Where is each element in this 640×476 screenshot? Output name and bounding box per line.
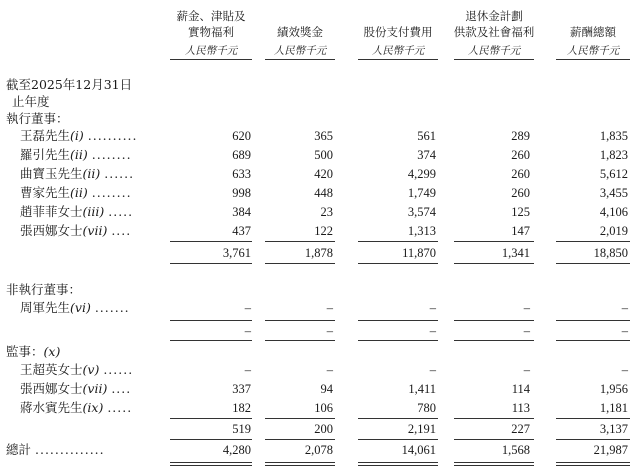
header-rule bbox=[170, 59, 252, 60]
value-cell: 3,761 bbox=[222, 246, 251, 260]
value-cell: – bbox=[326, 324, 333, 338]
person-label bbox=[20, 127, 138, 145]
value-cell: 1,568 bbox=[501, 443, 530, 457]
subtotal-bottom-rule bbox=[170, 263, 252, 264]
value-cell: 1,341 bbox=[501, 246, 530, 260]
person-name: 王超英女士 bbox=[20, 362, 83, 377]
value-cell: 227 bbox=[511, 422, 530, 436]
person-note: (iii) bbox=[82, 204, 105, 219]
value-cell: 689 bbox=[232, 148, 251, 162]
subtotal-rule bbox=[454, 241, 534, 242]
section-title-text: 監事： bbox=[6, 344, 44, 359]
total-double-rule-bottom bbox=[170, 465, 252, 466]
col-header-unit: 人民幣千元 bbox=[371, 45, 425, 57]
subtotal-rule bbox=[358, 418, 438, 419]
value-cell: 561 bbox=[417, 129, 436, 143]
person-note: (v) bbox=[82, 362, 100, 377]
total-double-rule-top bbox=[454, 462, 534, 463]
person-label bbox=[20, 165, 134, 183]
person-label bbox=[20, 222, 131, 240]
value-cell: – bbox=[244, 301, 251, 315]
person-name: 蔣水賓先生 bbox=[20, 400, 83, 415]
value-cell: 500 bbox=[314, 148, 333, 162]
leader-dots: ...... bbox=[103, 362, 134, 377]
subtotal-bottom-rule bbox=[454, 340, 534, 341]
section-title-non-executive: 非執行董事： bbox=[6, 282, 82, 297]
leader-dots: ........ bbox=[91, 185, 132, 200]
total-double-rule-bottom bbox=[265, 465, 335, 466]
value-cell: – bbox=[429, 324, 436, 338]
subtotal-rule bbox=[170, 320, 252, 321]
value-cell: 1,823 bbox=[599, 148, 628, 162]
subtotal-rule bbox=[265, 320, 335, 321]
value-cell: – bbox=[523, 363, 530, 377]
total-double-rule-bottom bbox=[454, 465, 534, 466]
col-header-line1: 薪金、津貼及 bbox=[176, 9, 246, 23]
value-cell: 4,106 bbox=[599, 205, 628, 219]
total-double-rule-bottom bbox=[358, 465, 438, 466]
col-header-line2: 股份支付費用 bbox=[363, 25, 433, 39]
person-name: 張西娜女士 bbox=[20, 223, 83, 238]
value-cell: 21,987 bbox=[593, 443, 628, 457]
value-cell: 23 bbox=[320, 205, 333, 219]
person-label bbox=[20, 184, 132, 202]
header-rule bbox=[556, 59, 630, 60]
subtotal-bottom-rule bbox=[170, 340, 252, 341]
subtotal-rule bbox=[556, 241, 630, 242]
total-label-text: 總計 bbox=[6, 442, 32, 457]
value-cell: 289 bbox=[511, 129, 530, 143]
total-label-dots: .............. bbox=[35, 442, 105, 457]
subtotal-rule bbox=[170, 418, 252, 419]
leader-dots: ........ bbox=[91, 147, 132, 162]
total-double-rule-top bbox=[265, 462, 335, 463]
value-cell: 18,850 bbox=[593, 246, 628, 260]
leader-dots: .... bbox=[111, 381, 132, 396]
total-double-rule-top bbox=[358, 462, 438, 463]
person-note: (vi) bbox=[70, 300, 91, 315]
value-cell: 384 bbox=[232, 205, 251, 219]
value-cell: 2,078 bbox=[304, 443, 333, 457]
value-cell: 1,181 bbox=[599, 401, 628, 415]
total-rule bbox=[265, 439, 335, 440]
value-cell: 14,061 bbox=[401, 443, 436, 457]
value-cell: 420 bbox=[314, 167, 333, 181]
col-header-total-remuneration bbox=[556, 24, 630, 59]
subtotal-rule bbox=[265, 418, 335, 419]
value-cell: 2,019 bbox=[599, 224, 628, 238]
value-cell: 125 bbox=[511, 205, 530, 219]
leader-dots: ...... bbox=[104, 166, 135, 181]
value-cell: 1,411 bbox=[408, 382, 436, 396]
person-name: 羅引先生 bbox=[20, 147, 71, 162]
value-cell: 998 bbox=[232, 186, 251, 200]
subtotal-rule bbox=[556, 418, 630, 419]
person-note: (ii) bbox=[82, 166, 101, 181]
person-label bbox=[20, 299, 130, 317]
value-cell: – bbox=[326, 363, 333, 377]
leader-dots: ..... bbox=[107, 400, 133, 415]
value-cell: 519 bbox=[232, 422, 251, 436]
header-rule bbox=[265, 59, 335, 60]
subtotal-bottom-rule bbox=[358, 263, 438, 264]
value-cell: 260 bbox=[511, 167, 530, 181]
value-cell: 11,870 bbox=[402, 246, 436, 260]
person-name: 張西娜女士 bbox=[20, 381, 83, 396]
value-cell: – bbox=[429, 301, 436, 315]
value-cell: 200 bbox=[314, 422, 333, 436]
subtotal-bottom-rule bbox=[265, 340, 335, 341]
leader-dots: ..... bbox=[108, 204, 134, 219]
subtotal-bottom-rule bbox=[556, 263, 630, 264]
total-rule bbox=[454, 439, 534, 440]
person-label bbox=[20, 146, 132, 164]
person-name: 周軍先生 bbox=[20, 300, 71, 315]
person-note: (i) bbox=[70, 128, 84, 143]
period-label: 截至2025年12月31日 bbox=[6, 77, 133, 92]
value-cell: 106 bbox=[314, 401, 333, 415]
value-cell: 3,137 bbox=[599, 422, 628, 436]
value-cell: 94 bbox=[320, 382, 333, 396]
subtotal-rule bbox=[454, 418, 534, 419]
subtotal-rule bbox=[358, 320, 438, 321]
value-cell: – bbox=[244, 363, 251, 377]
total-rule bbox=[170, 439, 252, 440]
value-cell: 147 bbox=[511, 224, 530, 238]
value-cell: 122 bbox=[314, 224, 333, 238]
col-header-line2: 薪酬總額 bbox=[570, 25, 616, 39]
col-header-unit: 人民幣千元 bbox=[184, 45, 238, 57]
total-rule bbox=[556, 439, 630, 440]
value-cell: 114 bbox=[511, 382, 530, 396]
person-name: 曹家先生 bbox=[20, 185, 71, 200]
section-title-supervisors bbox=[6, 343, 60, 361]
col-header-line2: 供款及社會福利 bbox=[453, 25, 535, 39]
value-cell: 1,956 bbox=[599, 382, 628, 396]
person-label bbox=[20, 380, 131, 398]
subtotal-bottom-rule bbox=[358, 340, 438, 341]
col-header-line2: 績效獎金 bbox=[277, 25, 323, 39]
col-header-share-based bbox=[355, 24, 441, 59]
person-note: (ii) bbox=[70, 185, 88, 200]
person-label bbox=[20, 361, 133, 379]
value-cell: – bbox=[523, 301, 530, 315]
subtotal-rule bbox=[556, 320, 630, 321]
total-double-rule-top bbox=[556, 462, 630, 463]
value-cell: 374 bbox=[417, 148, 436, 162]
subtotal-bottom-rule bbox=[556, 340, 630, 341]
value-cell: 780 bbox=[417, 401, 436, 415]
total-rule bbox=[358, 439, 438, 440]
value-cell: 3,455 bbox=[599, 186, 628, 200]
leader-dots: .... bbox=[111, 223, 132, 238]
value-cell: 1,878 bbox=[304, 246, 333, 260]
person-label bbox=[20, 203, 133, 221]
value-cell: – bbox=[326, 301, 333, 315]
value-cell: – bbox=[429, 363, 436, 377]
col-header-unit: 人民幣千元 bbox=[273, 45, 327, 57]
subtotal-rule bbox=[358, 241, 438, 242]
col-header-line1: 退休金計劃 bbox=[465, 9, 523, 23]
leader-dots: .......... bbox=[87, 128, 138, 143]
value-cell: 437 bbox=[232, 224, 251, 238]
section-title-note: (x) bbox=[43, 344, 61, 359]
value-cell: – bbox=[244, 324, 251, 338]
person-name: 趙菲菲女士 bbox=[20, 204, 83, 219]
value-cell: 1,313 bbox=[407, 224, 436, 238]
col-header-pension bbox=[448, 8, 540, 59]
person-note: (vii) bbox=[82, 381, 108, 396]
value-cell: 365 bbox=[314, 129, 333, 143]
value-cell: 260 bbox=[511, 186, 530, 200]
total-label bbox=[6, 441, 105, 459]
person-note: (vii) bbox=[82, 223, 108, 238]
value-cell: – bbox=[523, 324, 530, 338]
value-cell: 5,612 bbox=[599, 167, 628, 181]
value-cell: 1,835 bbox=[599, 129, 628, 143]
subtotal-bottom-rule bbox=[454, 263, 534, 264]
value-cell: 182 bbox=[232, 401, 251, 415]
value-cell: 337 bbox=[232, 382, 251, 396]
value-cell: 260 bbox=[511, 148, 530, 162]
value-cell: – bbox=[621, 324, 628, 338]
value-cell: 2,191 bbox=[407, 422, 436, 436]
value-cell: 3,574 bbox=[407, 205, 436, 219]
value-cell: 4,280 bbox=[222, 443, 251, 457]
subtotal-bottom-rule bbox=[265, 263, 335, 264]
value-cell: 4,299 bbox=[407, 167, 436, 181]
col-header-unit: 人民幣千元 bbox=[566, 45, 620, 57]
subtotal-rule bbox=[170, 241, 252, 242]
person-name: 王磊先生 bbox=[20, 128, 71, 143]
value-cell: 633 bbox=[232, 167, 251, 181]
header-rule bbox=[358, 59, 438, 60]
period-label-cont: 止年度 bbox=[12, 94, 50, 109]
value-cell: 620 bbox=[232, 129, 251, 143]
person-name: 曲寶玉先生 bbox=[20, 166, 83, 181]
subtotal-rule bbox=[454, 320, 534, 321]
person-note: (ii) bbox=[70, 147, 88, 162]
value-cell: – bbox=[621, 301, 628, 315]
total-double-rule-bottom bbox=[556, 465, 630, 466]
total-double-rule-top bbox=[170, 462, 252, 463]
col-header-unit: 人民幣千元 bbox=[467, 45, 521, 57]
value-cell: 113 bbox=[511, 401, 530, 415]
leader-dots: ....... bbox=[94, 300, 130, 315]
col-header-bonus bbox=[265, 24, 335, 59]
person-label bbox=[20, 399, 132, 417]
value-cell: 1,749 bbox=[407, 186, 436, 200]
header-rule bbox=[454, 59, 534, 60]
person-note: (ix) bbox=[82, 400, 104, 415]
value-cell: – bbox=[621, 363, 628, 377]
subtotal-rule bbox=[265, 241, 335, 242]
col-header-salaries bbox=[170, 8, 252, 59]
col-header-line2: 實物福利 bbox=[188, 25, 234, 39]
section-title-executive: 執行董事： bbox=[6, 111, 69, 126]
value-cell: 448 bbox=[314, 186, 333, 200]
